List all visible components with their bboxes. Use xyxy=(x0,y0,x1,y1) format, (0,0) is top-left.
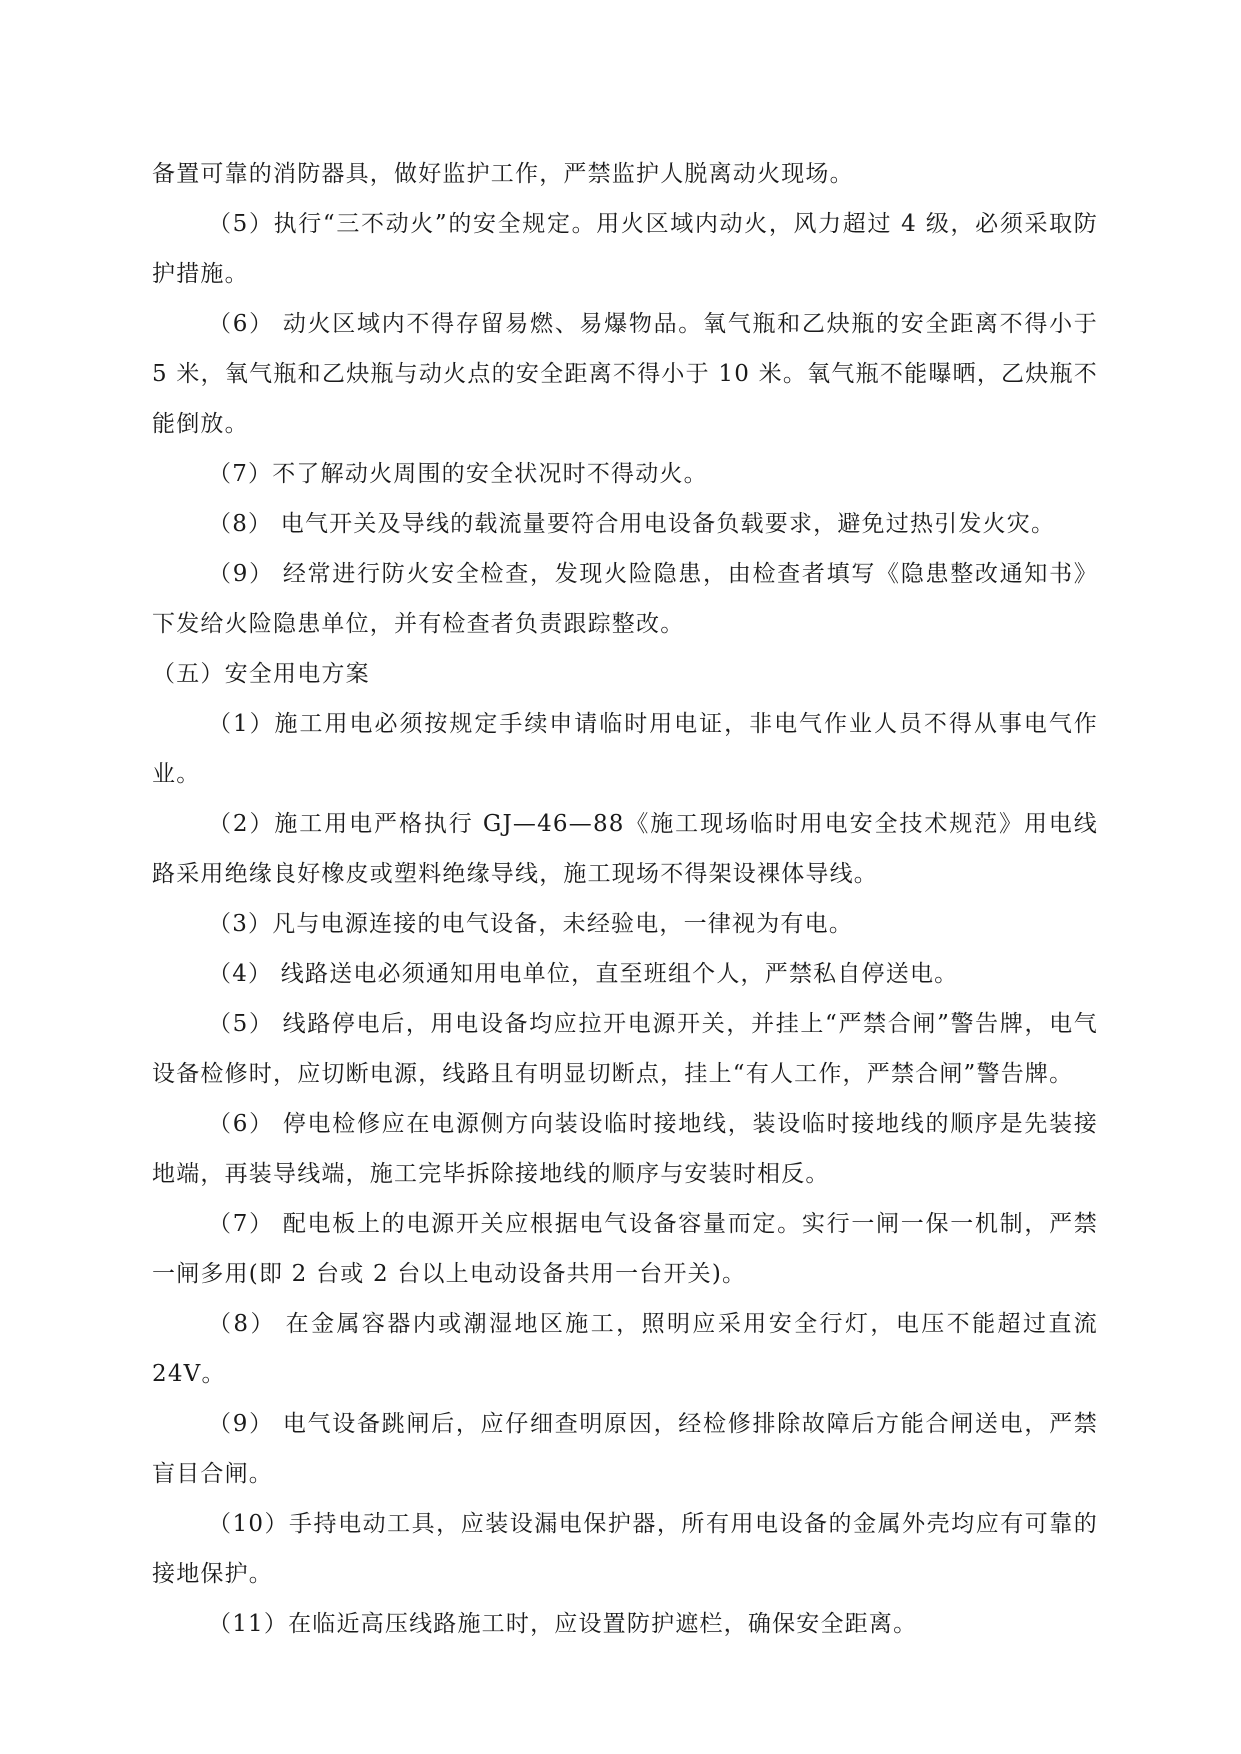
fire-safety-item-6: （6） 动火区域内不得存留易燃、易爆物品。氧气瓶和乙炔瓶的安全距离不得小于 5 米，氧气瓶和乙炔瓶与动火点的安全距离不得小于 10 米。氧气瓶不能曝晒，乙炔瓶不能倒放。 xyxy=(152,311,1098,437)
electric-safety-item-1: （1）施工用电必须按规定手续申请临时用电证，非电气作业人员不得从事电气作业。 xyxy=(152,711,1098,787)
electric-safety-item-10: （10）手持电动工具，应装设漏电保护器，所有用电设备的金属外壳均应有可靠的接地保护。 xyxy=(152,1511,1098,1587)
continuation-paragraph: 备置可靠的消防器具，做好监护工作，严禁监护人脱离动火现场。 xyxy=(152,161,854,187)
electric-safety-item-8: （8） 在金属容器内或潮湿地区施工，照明应采用安全行灯，电压不能超过直流 24V。 xyxy=(152,1311,1098,1387)
electric-safety-item-2: （2）施工用电严格执行 GJ—46—88《施工现场临时用电安全技术规范》用电线路采用绝缘良好橡皮或塑料绝缘导线，施工现场不得架设裸体导线。 xyxy=(152,811,1098,887)
fire-safety-item-7: （7）不了解动火周围的安全状况时不得动火。 xyxy=(208,461,708,487)
electric-safety-item-9: （9） 电气设备跳闸后，应仔细查明原因，经检修排除故障后方能合闸送电，严禁盲目合闸。 xyxy=(152,1411,1098,1487)
electric-safety-item-6: （6） 停电检修应在电源侧方向装设临时接地线，装设临时接地线的顺序是先装接地端，再装导线端，施工完毕拆除接地线的顺序与安装时相反。 xyxy=(152,1111,1098,1187)
electric-safety-item-5: （5） 线路停电后，用电设备均应拉开电源开关，并挂上“严禁合闸”警告牌，电气设备检修时，应切断电源，线路且有明显切断点，挂上“有人工作，严禁合闸”警告牌。 xyxy=(152,1011,1098,1087)
electric-safety-item-11: （11）在临近高压线路施工时，应设置防护遮栏，确保安全距离。 xyxy=(208,1611,918,1637)
fire-safety-item-9: （9） 经常进行防火安全检查，发现火险隐患，由检查者填写《隐患整改通知书》下发给火险隐患单位，并有检查者负责跟踪整改。 xyxy=(152,561,1098,637)
section-heading: （五）安全用电方案 xyxy=(152,661,370,687)
fire-safety-item-8: （8） 电气开关及导线的载流量要符合用电设备负载要求，避免过热引发火灾。 xyxy=(208,511,1056,537)
document-body xyxy=(152,149,1098,1649)
electric-safety-item-7: （7） 配电板上的电源开关应根据电气设备容量而定。实行一闸一保一机制，严禁一闸多用(即 2 台或 2 台以上电动设备共用一台开关)。 xyxy=(152,1211,1098,1287)
fire-safety-item-5: （5）执行“三不动火”的安全规定。用火区域内动火，风力超过 4 级，必须采取防护措施。 xyxy=(152,211,1098,287)
electric-safety-item-4: （4） 线路送电必须通知用电单位，直至班组个人，严禁私自停送电。 xyxy=(208,961,959,987)
electric-safety-item-3: （3）凡与电源连接的电气设备，未经验电，一律视为有电。 xyxy=(208,911,854,937)
